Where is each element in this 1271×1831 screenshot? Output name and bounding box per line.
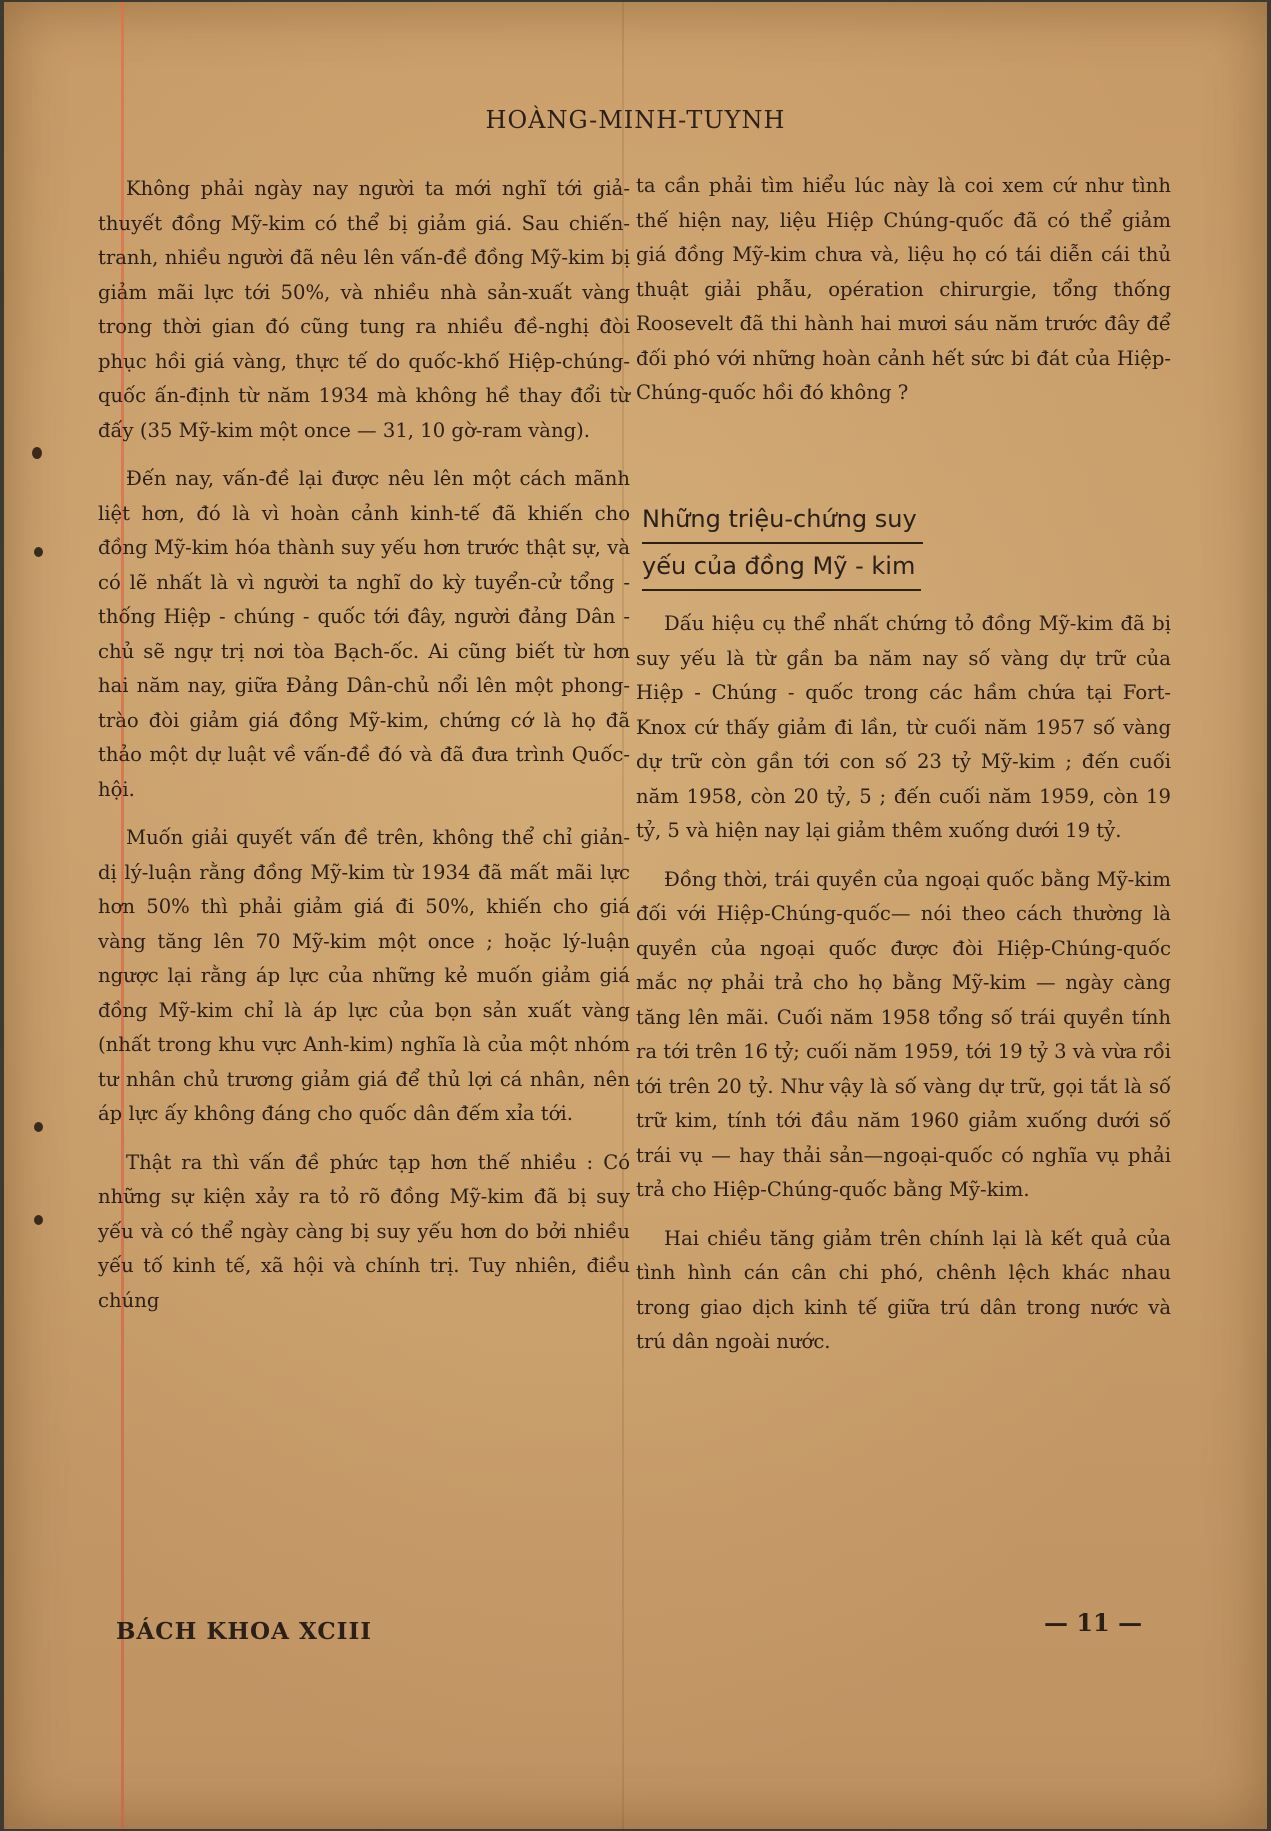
magazine-page: [4, 2, 1267, 1829]
section-heading-line-2: yếu của đồng Mỹ - kim: [642, 544, 921, 591]
paragraph: Không phải ngày nay người ta mới nghĩ tới giả-thuyết đồng Mỹ-kim có thể bị giảm giá. Sau chiến-tranh, nhiều người đã nêu lên vấn-đề đồng Mỹ-kim bị giảm mãi lực tới 50%, và nhiều nhà sản-xuất vàng trong thời gian đó cũng tung ra nhiều đề-nghị đòi phục hồi giá vàng, thực tế do quốc-khố Hiệp-chúng-quốc ấn-định từ năm 1934 mà không hề thay đổi từ đấy (35 Mỹ-kim một once — 31, 10 gờ-ram vàng).: [98, 177, 630, 442]
binding-hole-mark: [32, 447, 42, 459]
section-heading: [642, 497, 982, 591]
binding-hole-mark: [34, 547, 43, 557]
paragraph: ta cần phải tìm hiểu lúc này là coi xem cứ như tình thế hiện nay, liệu Hiệp Chúng-quốc đã có thể giảm giá đồng Mỹ-kim chưa và, liệu họ có tái diễn cái thủ thuật giải phẫu, opération chirurgie, tổng thống Roosevelt đã thi hành hai mươi sáu năm trước đây để đối phó với những hoàn cảnh hết sức bi đát của Hiệp-Chúng-quốc hồi đó không ?: [636, 174, 1171, 404]
page-header-author: HOÀNG-MINH-TUYNH: [485, 106, 786, 134]
binding-hole-mark: [34, 1122, 43, 1132]
paragraph: Dấu hiệu cụ thể nhất chứng tỏ đồng Mỹ-kim đã bị suy yếu là từ gần ba năm nay số vàng dự trữ của Hiệp - Chúng - quốc trong các hầm chứa tại Fort-Knox cứ thấy giảm đi lần, từ cuối năm 1957 số vàng dự trữ còn gần tới con số 23 tỷ Mỹ-kim ; đến cuối năm 1958, còn 20 tỷ, 5 ; đến cuối năm 1959, còn 19 tỷ, 5 và hiện nay lại giảm thêm xuống dưới 19 tỷ.: [636, 612, 1171, 842]
paragraph: Hai chiều tăng giảm trên chính lại là kết quả của tình hình cán cân chi phó, chênh lệch khác nhau trong giao dịch kinh tế giữa trú dân trong nước và trú dân ngoài nước.: [636, 1226, 1171, 1353]
page-number: — 11 —: [1044, 1608, 1143, 1637]
right-column-intro: [636, 169, 1171, 425]
paragraph: Đồng thời, trái quyền của ngoại quốc bằng Mỹ-kim đối với Hiệp-Chúng-quốc— nói theo cách thường là quyền của ngoại quốc được đòi Hiệp-Chúng-quốc mắc nợ phải trả cho họ bằng Mỹ-kim — ngày càng tăng lên mãi. Cuối năm 1958 tổng số trái quyền tính ra tới trên 16 tỷ; cuối năm 1959, tới 19 tỷ 3 và vừa rồi tới trên 20 tỷ. Như vậy là số vàng dự trữ, gọi tắt là số trữ kim, tính tới đầu năm 1960 giảm xuống dưới số trái vụ — hay thải sản—ngoại-quốc có nghĩa vụ phải trả cho Hiệp-Chúng-quốc bằng Mỹ-kim.: [636, 867, 1171, 1201]
binding-hole-mark: [34, 1215, 43, 1225]
publication-footer: BÁCH KHOA XCIII: [116, 1618, 372, 1645]
section-heading-line-1: Những triệu-chứng suy: [642, 497, 923, 544]
paragraph: Muốn giải quyết vấn đề trên, không thể chỉ giản-dị lý-luận rằng đồng Mỹ-kim từ 1934 đã mất mãi lực hơn 50% thì phải giảm giá đi 50%, khiến cho giá vàng tăng lên 70 Mỹ-kim một once ; hoặc lý-luận ngược lại rằng áp lực của những kẻ muốn giảm giá đồng Mỹ-kim chỉ là áp lực của bọn sản xuất vàng (nhất trong khu vực Anh-kim) nghĩa là của một nhóm tư nhân chủ trương giảm giá để thủ lợi cá nhân, nên áp lực ấy không đáng cho quốc dân đếm xỉa tới.: [98, 826, 630, 1125]
left-column: [98, 172, 630, 1332]
paragraph: Đến nay, vấn-đề lại được nêu lên một cách mãnh liệt hơn, đó là vì hoàn cảnh kinh-tế đã khiến cho đồng Mỹ-kim hóa thành suy yếu hơn trước thật sự, và có lẽ nhất là vì người ta nghĩ do kỳ tuyển-cử tổng - thống Hiệp - chúng - quốc tới đây, người đảng Dân - chủ sẽ ngự trị nơi tòa Bạch-ốc. Ai cũng biết từ hơn hai năm nay, giữa Đảng Dân-chủ nổi lên một phong-trào đòi giảm giá đồng Mỹ-kim, chứng cớ là họ đã thảo một dự luật về vấn-đề đó và đã đưa trình Quốc-hội.: [98, 467, 630, 801]
right-column: [636, 607, 1171, 1374]
paragraph: Thật ra thì vấn đề phức tạp hơn thế nhiều : Có những sự kiện xảy ra tỏ rõ đồng Mỹ-kim đã bị suy yếu và có thể ngày càng bị suy yếu hơn do bởi nhiều yếu tố kinh tế, xã hội và chính trị. Tuy nhiên, điều chúng: [98, 1150, 630, 1312]
